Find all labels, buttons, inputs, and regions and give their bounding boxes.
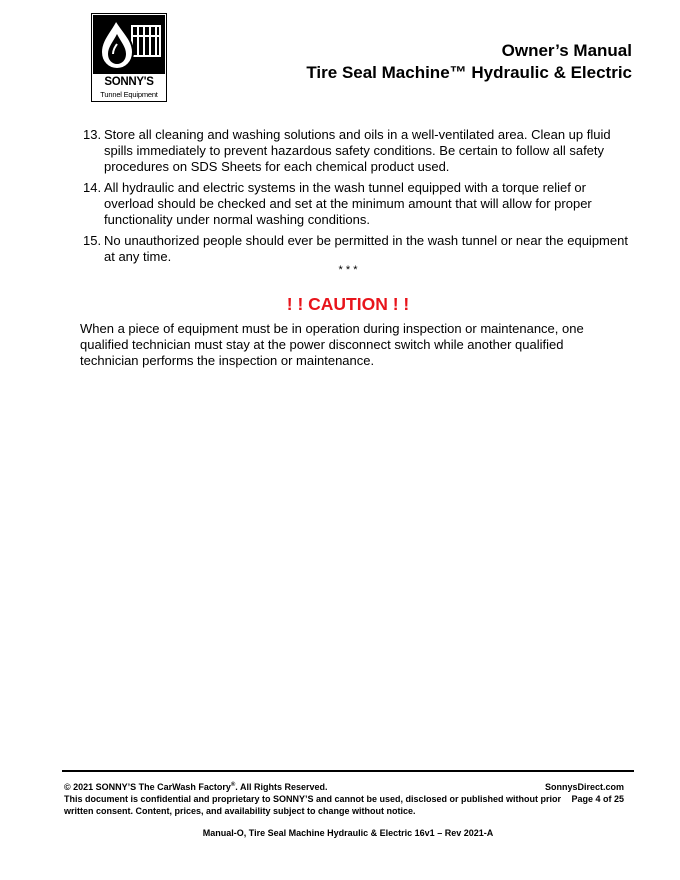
logo-brand-text: SONNY'S xyxy=(104,76,154,88)
list-item-text: Store all cleaning and washing solutions and oils in a well-ventilated area. Clean up fluid spills immediately to prevent hazardous safety conditions. Be certain to follow all safety procedures on SDS Sheets for each chemical product used. xyxy=(104,127,611,174)
document-header xyxy=(306,40,632,84)
list-item xyxy=(80,127,632,175)
footer-copyright xyxy=(64,782,327,794)
list-item-text: All hydraulic and electric systems in the wash tunnel equipped with a torque relief or overload should be checked and set at the minimum amount that will allow for proper functionality under normal washing conditions. xyxy=(104,180,592,227)
footer-divider xyxy=(62,770,634,772)
caution-heading: ! ! CAUTION ! ! xyxy=(286,294,410,314)
footer-website: SonnysDirect.com xyxy=(544,782,624,792)
logo-subtitle: Tunnel Equipment xyxy=(100,90,158,99)
sonnys-logo xyxy=(91,13,167,102)
rights-text: . All Rights Reserved. xyxy=(235,782,328,792)
header-manual-title: Owner’s Manual xyxy=(501,41,632,60)
registered-mark: ® xyxy=(230,782,236,788)
safety-list xyxy=(80,127,632,270)
document-revision: Manual-O, Tire Seal Machine Hydraulic & Electric 16v1 – Rev 2021-A xyxy=(202,828,494,838)
water-drop-tunnel-icon xyxy=(92,14,166,74)
list-item xyxy=(80,180,632,228)
page-number: Page 4 of 25 xyxy=(571,794,624,804)
list-item-number: 14. xyxy=(83,180,102,195)
caution-text: When a piece of equipment must be in operation during inspection or maintenance, one qualified technician must stay at the power disconnect switch while another qualified technician performs the inspection or maintenance. xyxy=(80,321,584,368)
section-separator: * * * xyxy=(338,264,358,276)
header-product-title: Tire Seal Machine™ Hydraulic & Electric xyxy=(306,63,632,82)
list-item-number: 15. xyxy=(83,233,102,248)
footer-confidential-notice: This document is confidential and proprietary to SONNY’S and cannot be used, disclosed or published without prior written consent. Content, prices, and availability subject to change without notice. xyxy=(64,794,562,816)
list-item-number: 13. xyxy=(83,127,102,142)
list-item-text: No unauthorized people should ever be permitted in the wash tunnel or near the equipment at any time. xyxy=(104,233,628,264)
list-item xyxy=(80,233,632,265)
copyright-text: © 2021 SONNY’S The CarWash Factory xyxy=(64,782,231,792)
